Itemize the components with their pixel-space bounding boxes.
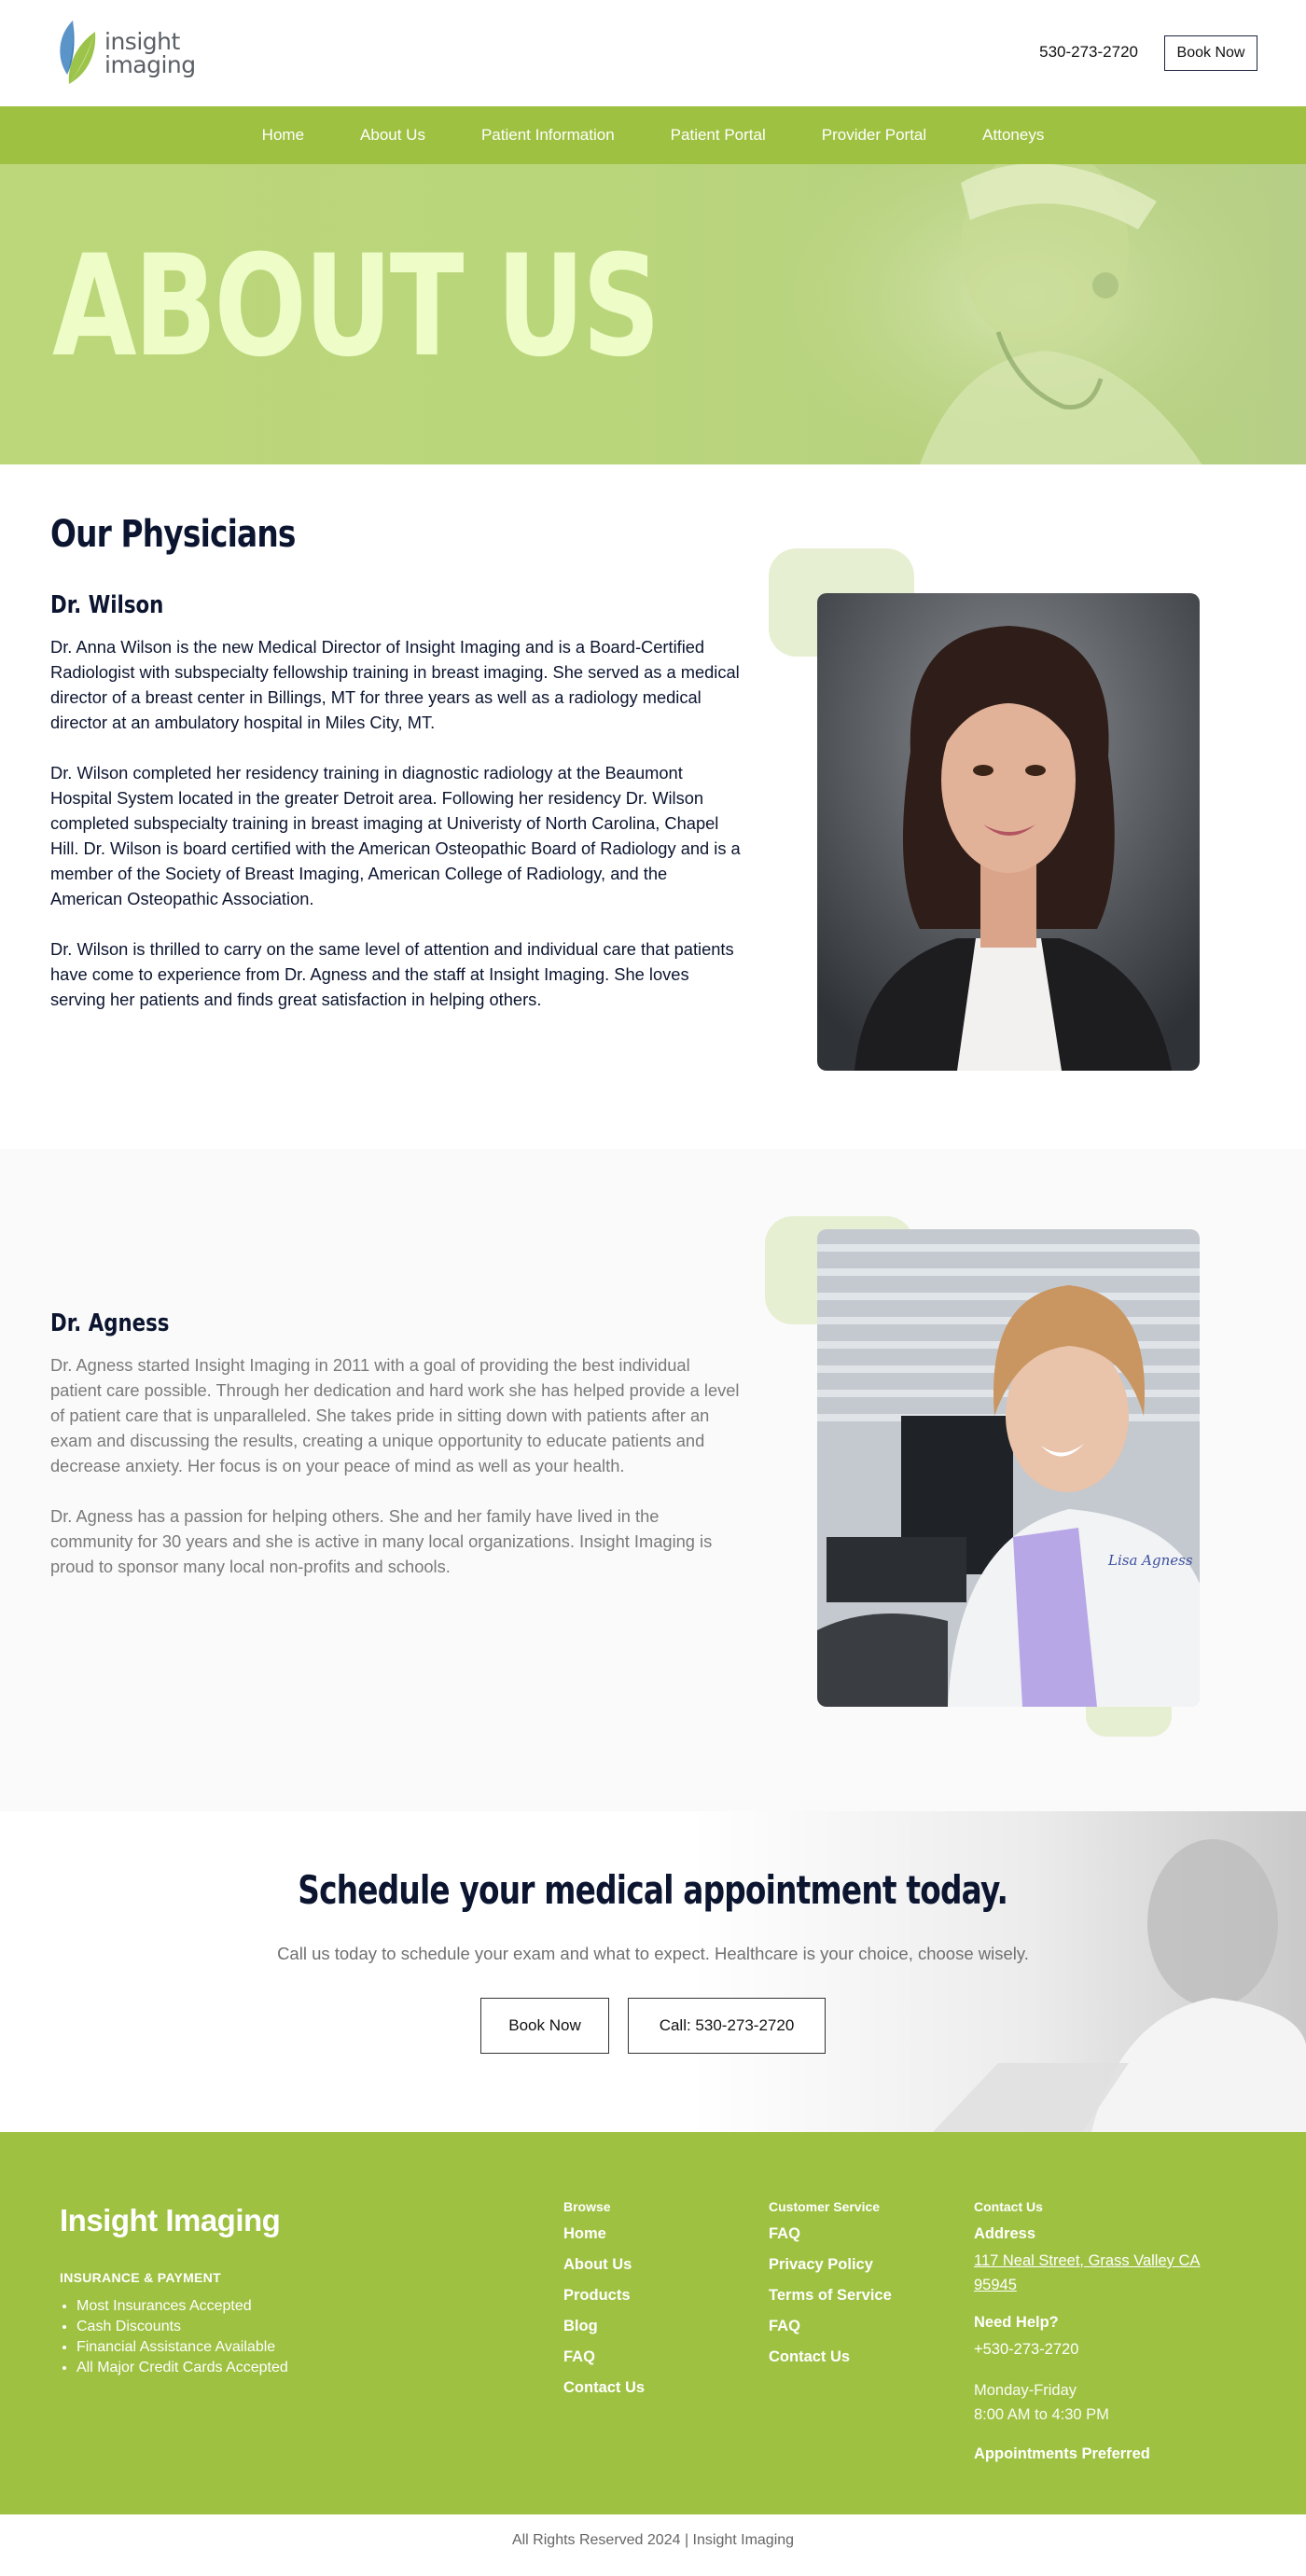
footer-browse — [563, 2199, 645, 2410]
appointments-note: Appointments Preferred — [974, 2445, 1150, 2462]
list-item: • Cash Discounts — [76, 2317, 288, 2337]
leaf-logo-icon — [54, 17, 99, 90]
footer-link-faq[interactable]: FAQ — [563, 2348, 595, 2365]
address-line-2: 95945 — [974, 2277, 1017, 2293]
copyright-bar — [0, 2514, 1306, 2567]
footer-customer-service — [769, 2199, 892, 2379]
office-hours: 8:00 AM to 4:30 PM — [974, 2406, 1109, 2423]
doctor-name-agness: Dr. Agness — [50, 1309, 170, 1337]
coat-embroidery: Lisa Agness — [1108, 1552, 1193, 1569]
bio-paragraph: Dr. Agness started Insight Imaging in 2011 with a goal of providing the best individual patient care possible. Through her dedication and hard work she has helped provide a level of patient care that is unparalleled. She takes pride in sitting down with patients after an exam and discussing the results, creating a unique opportunity to educate patients and decrease anxiety. Her focus is on your peace of mind as well as your health. — [50, 1355, 740, 1475]
list-item: • All Major Credit Cards Accepted — [76, 2358, 288, 2378]
footer-link-terms-of-service[interactable]: Terms of Service — [769, 2287, 892, 2304]
hero-banner — [0, 164, 1306, 464]
logo-line-1: insight — [104, 28, 180, 55]
nav-about-us[interactable]: About Us — [360, 126, 425, 144]
footer-link-products[interactable]: Products — [563, 2287, 631, 2304]
list-item: • Most Insurances Accepted — [76, 2296, 288, 2317]
appointment-cta — [0, 1811, 1306, 2132]
cta-call-button[interactable]: Call: 530-273-2720 — [628, 1998, 826, 2054]
help-label: Need Help? — [974, 2314, 1059, 2331]
contact-title: Contact Us — [974, 2199, 1043, 2214]
hero-title: ABOUT US — [52, 226, 659, 388]
footer-link-blog[interactable]: Blog — [563, 2318, 598, 2334]
footer-link-about-us[interactable]: About Us — [563, 2256, 632, 2273]
office-days: Monday-Friday — [974, 2382, 1077, 2399]
nav-home[interactable]: Home — [261, 126, 305, 144]
browse-title: Browse — [563, 2199, 611, 2214]
photo-dr-wilson — [817, 593, 1200, 1071]
cta-background-image — [690, 1811, 1306, 2132]
nav-provider-portal[interactable]: Provider Portal — [821, 126, 927, 144]
footer-link-home[interactable]: Home — [563, 2225, 606, 2242]
footer-phone[interactable]: +530-273-2720 — [974, 2341, 1079, 2358]
footer-link-faq[interactable]: FAQ — [769, 2225, 800, 2242]
list-item: • Financial Assistance Available — [76, 2337, 288, 2358]
nav-patient-information[interactable]: Patient Information — [480, 126, 615, 144]
footer-link-faq-2[interactable]: FAQ — [769, 2318, 800, 2334]
doctor-name-wilson: Dr. Wilson — [50, 591, 164, 619]
bio-paragraph: Dr. Agness has a passion for helping others. She and her family have lived in the community for 30 years and she is active in many local organizations. Insight Imaging is proud to sponsor many local non-profits and schools. — [50, 1506, 713, 1576]
footer-link-contact-us[interactable]: Contact Us — [563, 2379, 646, 2396]
footer-link-privacy-policy[interactable]: Privacy Policy — [769, 2256, 873, 2273]
photo-dr-agness — [817, 1229, 1200, 1707]
physician-section-agness — [0, 1149, 1306, 1811]
address-line-1: 117 Neal Street, Grass Valley CA — [974, 2252, 1201, 2269]
logo-line-2: imaging — [104, 51, 196, 78]
cta-subtitle: Call us today to schedule your exam and what to expect. Healthcare is your choice, choose wisely. — [277, 1944, 1029, 1963]
cta-buttons — [0, 1998, 1306, 2054]
book-now-button[interactable]: Book Now — [1164, 35, 1257, 71]
address-link[interactable] — [974, 2249, 1254, 2297]
copyright-text: All Rights Reserved 2024 | Insight Imaging — [511, 2532, 795, 2548]
nav-attoneys[interactable]: Attoneys — [982, 126, 1045, 144]
nav-patient-portal[interactable]: Patient Portal — [670, 126, 766, 144]
doctor-bio-agness — [50, 1352, 741, 1604]
doctor-bio-wilson — [50, 634, 741, 1037]
insurance-title: INSURANCE & PAYMENT — [60, 2270, 221, 2285]
site-header — [0, 0, 1306, 106]
footer-link-contact-us[interactable]: Contact Us — [769, 2348, 851, 2365]
hero-doctor-image — [784, 164, 1269, 464]
header-phone[interactable]: 530-273-2720 — [1039, 43, 1138, 61]
address-label: Address — [974, 2225, 1036, 2242]
physician-section-wilson — [0, 464, 1306, 1149]
cta-title: Schedule your medical appointment today. — [298, 1867, 1008, 1913]
main-nav — [0, 106, 1306, 164]
customer-service-title: Customer Service — [769, 2199, 881, 2214]
bio-paragraph: Dr. Wilson completed her residency training in diagnostic radiology at the Beaumont Hospital System located in the greater Detroit area. Following her residency Dr. Wilson completed subspecialty training in breast imaging at Univeristy of North Carolina, Chapel Hill. Dr. Wilson is board certified with the American Osteopathic Board of Radiology and is a member of the Society of Breast Imaging, American College of Radiology, and the American Osteopathic Association. — [50, 763, 741, 908]
cta-book-now-button[interactable]: Book Now — [480, 1998, 609, 2054]
logo[interactable] — [54, 17, 196, 90]
physicians-heading: Our Physicians — [50, 513, 296, 556]
bio-paragraph: Dr. Anna Wilson is the new Medical Director of Insight Imaging and is a Board-Certified Radiologist with subspecialty fellowship training in breast imaging. She served as a medical director of a breast center in Billings, MT for three years as well as a radiology medical director at an ambulatory hospital in Miles City, MT. — [50, 637, 740, 732]
footer-brand: Insight Imaging — [60, 2203, 281, 2237]
insurance-list — [76, 2296, 288, 2378]
site-footer — [0, 2132, 1306, 2514]
bio-paragraph: Dr. Wilson is thrilled to carry on the same level of attention and individual care that patients have come to experience from Dr. Agness and the staff at Insight Imaging. She loves serving her patients and finds great satisfaction in helping others. — [50, 939, 734, 1009]
footer-contact — [974, 2199, 1254, 2463]
